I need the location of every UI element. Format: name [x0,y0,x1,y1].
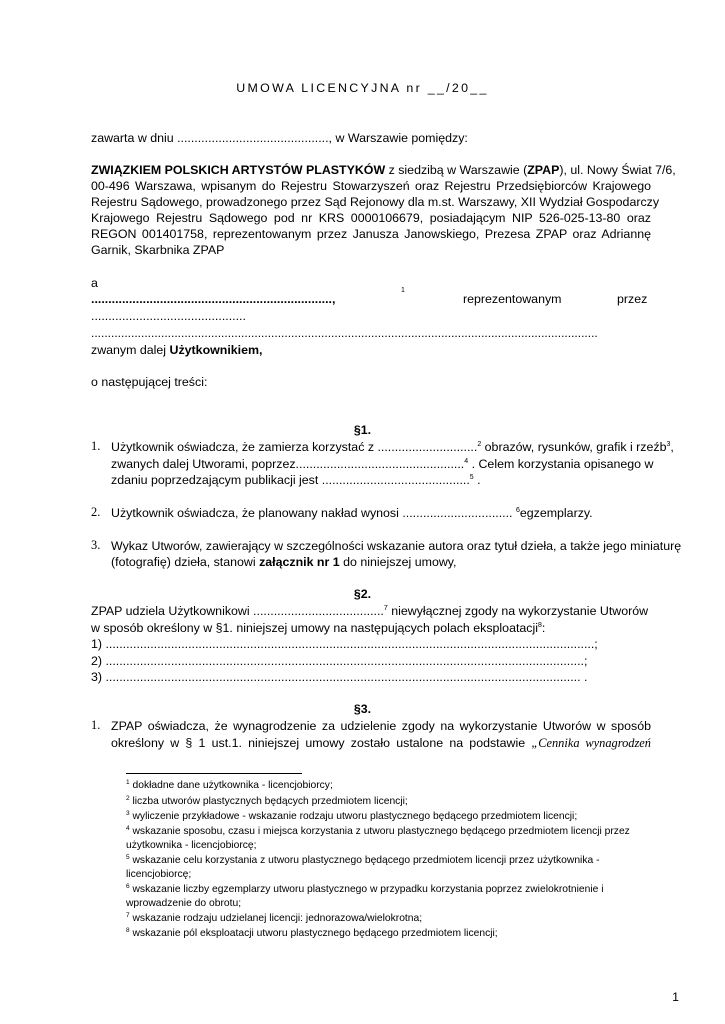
s1-item-3-number: 3. [91,538,101,552]
footnote-8: $^8$ wskazanie pól eksploatacji utworu plastycznego będącego przedmiotem licencji; [126,927,498,939]
footnote-2: $^2$ liczba utworów plastycznych będących przedmiotem licencji; [126,795,408,807]
footnote-ref-1: 1 [401,287,405,294]
s2-line-2: w sposób określony w §1. niniejszej umowy na następujących polach eksploatacji$^8$: [91,621,546,635]
s3-item-1-line-1: ZPAP oświadcza, że wynagrodzenie za udzielenie zgody na wykorzystanie Utworów w sposób [111,719,651,733]
document-title: UMOWA LICENCYJNA nr __/20__ [236,81,489,95]
s3-item-1-line-2: określony w § 1 ust.1. niniejszej umowy zostało ustalone na podstawie „Cennika wynagrodzeń [111,736,652,750]
footnote-6-cont: wprowadzenie do obrotu; [126,898,242,909]
s1-item-3-line-2: (fotografię) dzieła, stanowi załącznik nr 1 do niniejszej umowy, [111,555,457,569]
intro-line: zawarta w dniu ............................................, w Warszawie pomiędzy: [91,131,468,145]
page-number: 1 [672,990,679,1004]
party1-line-3: Rejestru Sądowego, prowadzonego przez Sąd Rejonowy dla m.st. Warszawy, XII Wydział Gospodarczy [91,195,660,209]
party2-dots-line-3: ........................................................................................................................................................ [91,326,598,340]
footnote-6: $^6$ wskazanie liczby egzemplarzy utworu plastycznego w przypadku korzystania poprzez zwielokrotnienie i [126,883,604,895]
party1-line-4: Krajowego Rejestru Sądowego pod nr KRS 0000106679, posiadającym NIP 526-025-13-80 oraz [91,211,651,225]
s2-line-1: ZPAP udziela Użytkownikowi ......................................$^7$ niewyłącznej zgody na wykorzystanie Utworów [91,604,649,618]
footnote-3: $^3$ wyliczenie przykładowe - wskazanie rodzaju utworu plastycznego będącego przedmiotem licencji; [126,810,578,822]
footnote-7: $^7$ wskazanie rodzaju udzielanej licencji: jednorazowa/wielokrotna; [126,912,423,924]
party2-name-dots: ......................................................................, [91,292,336,306]
footnote-separator [126,773,302,774]
section-2-heading: §2. [353,587,372,601]
s1-item-1-line-3: zdaniu poprzedzającym publikacji jest ...........................................$^5$ . [111,473,481,487]
party1-line-2: 00-496 Warszawa, wpisanym do Rejestru Stowarzyszeń oraz Rejestru Przedsiębiorców Krajowego [91,179,651,193]
party2-by: przez [617,292,648,306]
party1-line-1: ZWIĄZKIEM POLSKICH ARTYSTÓW PLASTYKÓW z siedzibą w Warszawie (ZPAP), ul. Nowy Świat 7/6, [91,163,676,177]
s1-item-2-number: 2. [91,505,101,519]
attachment-label: załącznik nr 1 [259,555,340,569]
s3-item-1-number: 1. [91,718,101,732]
footnote-4-cont: użytkownika - licencjobiorcę; [126,840,257,851]
footnote-1: $^1$ dokładne dane użytkownika - licencjobiorcy; [126,779,333,791]
section-3-heading: §3. [353,702,372,716]
footnote-4: $^4$ wskazanie sposobu, czasu i miejsca korzystania z utworu plastycznego będącego przedmiotem licencji przez [126,825,630,837]
party2-dots-line-2: ............................................. [91,309,246,323]
section-1-heading: §1. [353,423,372,437]
party1-line-5: REGON 001401758, reprezentowanym przez Janusza Janowskiego, Prezesa ZPAP oraz Adriannę [91,227,651,241]
party2-called: zwanym dalej Użytkownikiem, [91,343,263,357]
party2-a: a [91,276,98,290]
following-text: o następującej treści: [91,375,208,389]
s1-item-1-line-2: zwanych dalej Utworami, poprzez.................................................$^4$ . Celem korzystania opisanego w [111,457,654,471]
party1-abbr: ZPAP [527,163,560,177]
s1-item-1-number: 1. [91,439,101,453]
s1-item-2-text: Użytkownik oświadcza, że planowany nakład wynosi ................................ $^6$egzemplarzy. [111,506,593,520]
s1-item-3-line-1: Wykaz Utworów, zawierający w szczególności wskazanie autora oraz tytuł dzieła, a także jego miniaturę [111,539,682,553]
footnote-5: $^5$ wskazanie celu korzystania z utworu plastycznego będącego przedmiotem licencji przez użytkownika - [126,854,600,866]
s2-field-1: 1) ..............................................................................................................................................; [91,637,598,651]
party2-represented: reprezentowanym [463,292,562,306]
s2-field-2: 2) ...........................................................................................................................................; [91,654,588,668]
party1-name: ZWIĄZKIEM POLSKICH ARTYSTÓW PLASTYKÓW [91,163,386,177]
party1-line-6: Garnik, Skarbnika ZPAP [91,243,225,257]
s2-field-3: 3) .......................................................................................................................................... . [91,670,588,684]
price-list-reference: „Cennika wynagrodzeń [531,736,652,750]
footnote-5-cont: licencjobiorcę; [126,869,192,880]
party2-user-label: Użytkownikiem, [169,343,263,357]
s1-item-1-line-1: Użytkownik oświadcza, że zamierza korzystać z .............................$^2$ obrazów, rysunków, grafik i rzeźb$^3$, [111,440,674,454]
